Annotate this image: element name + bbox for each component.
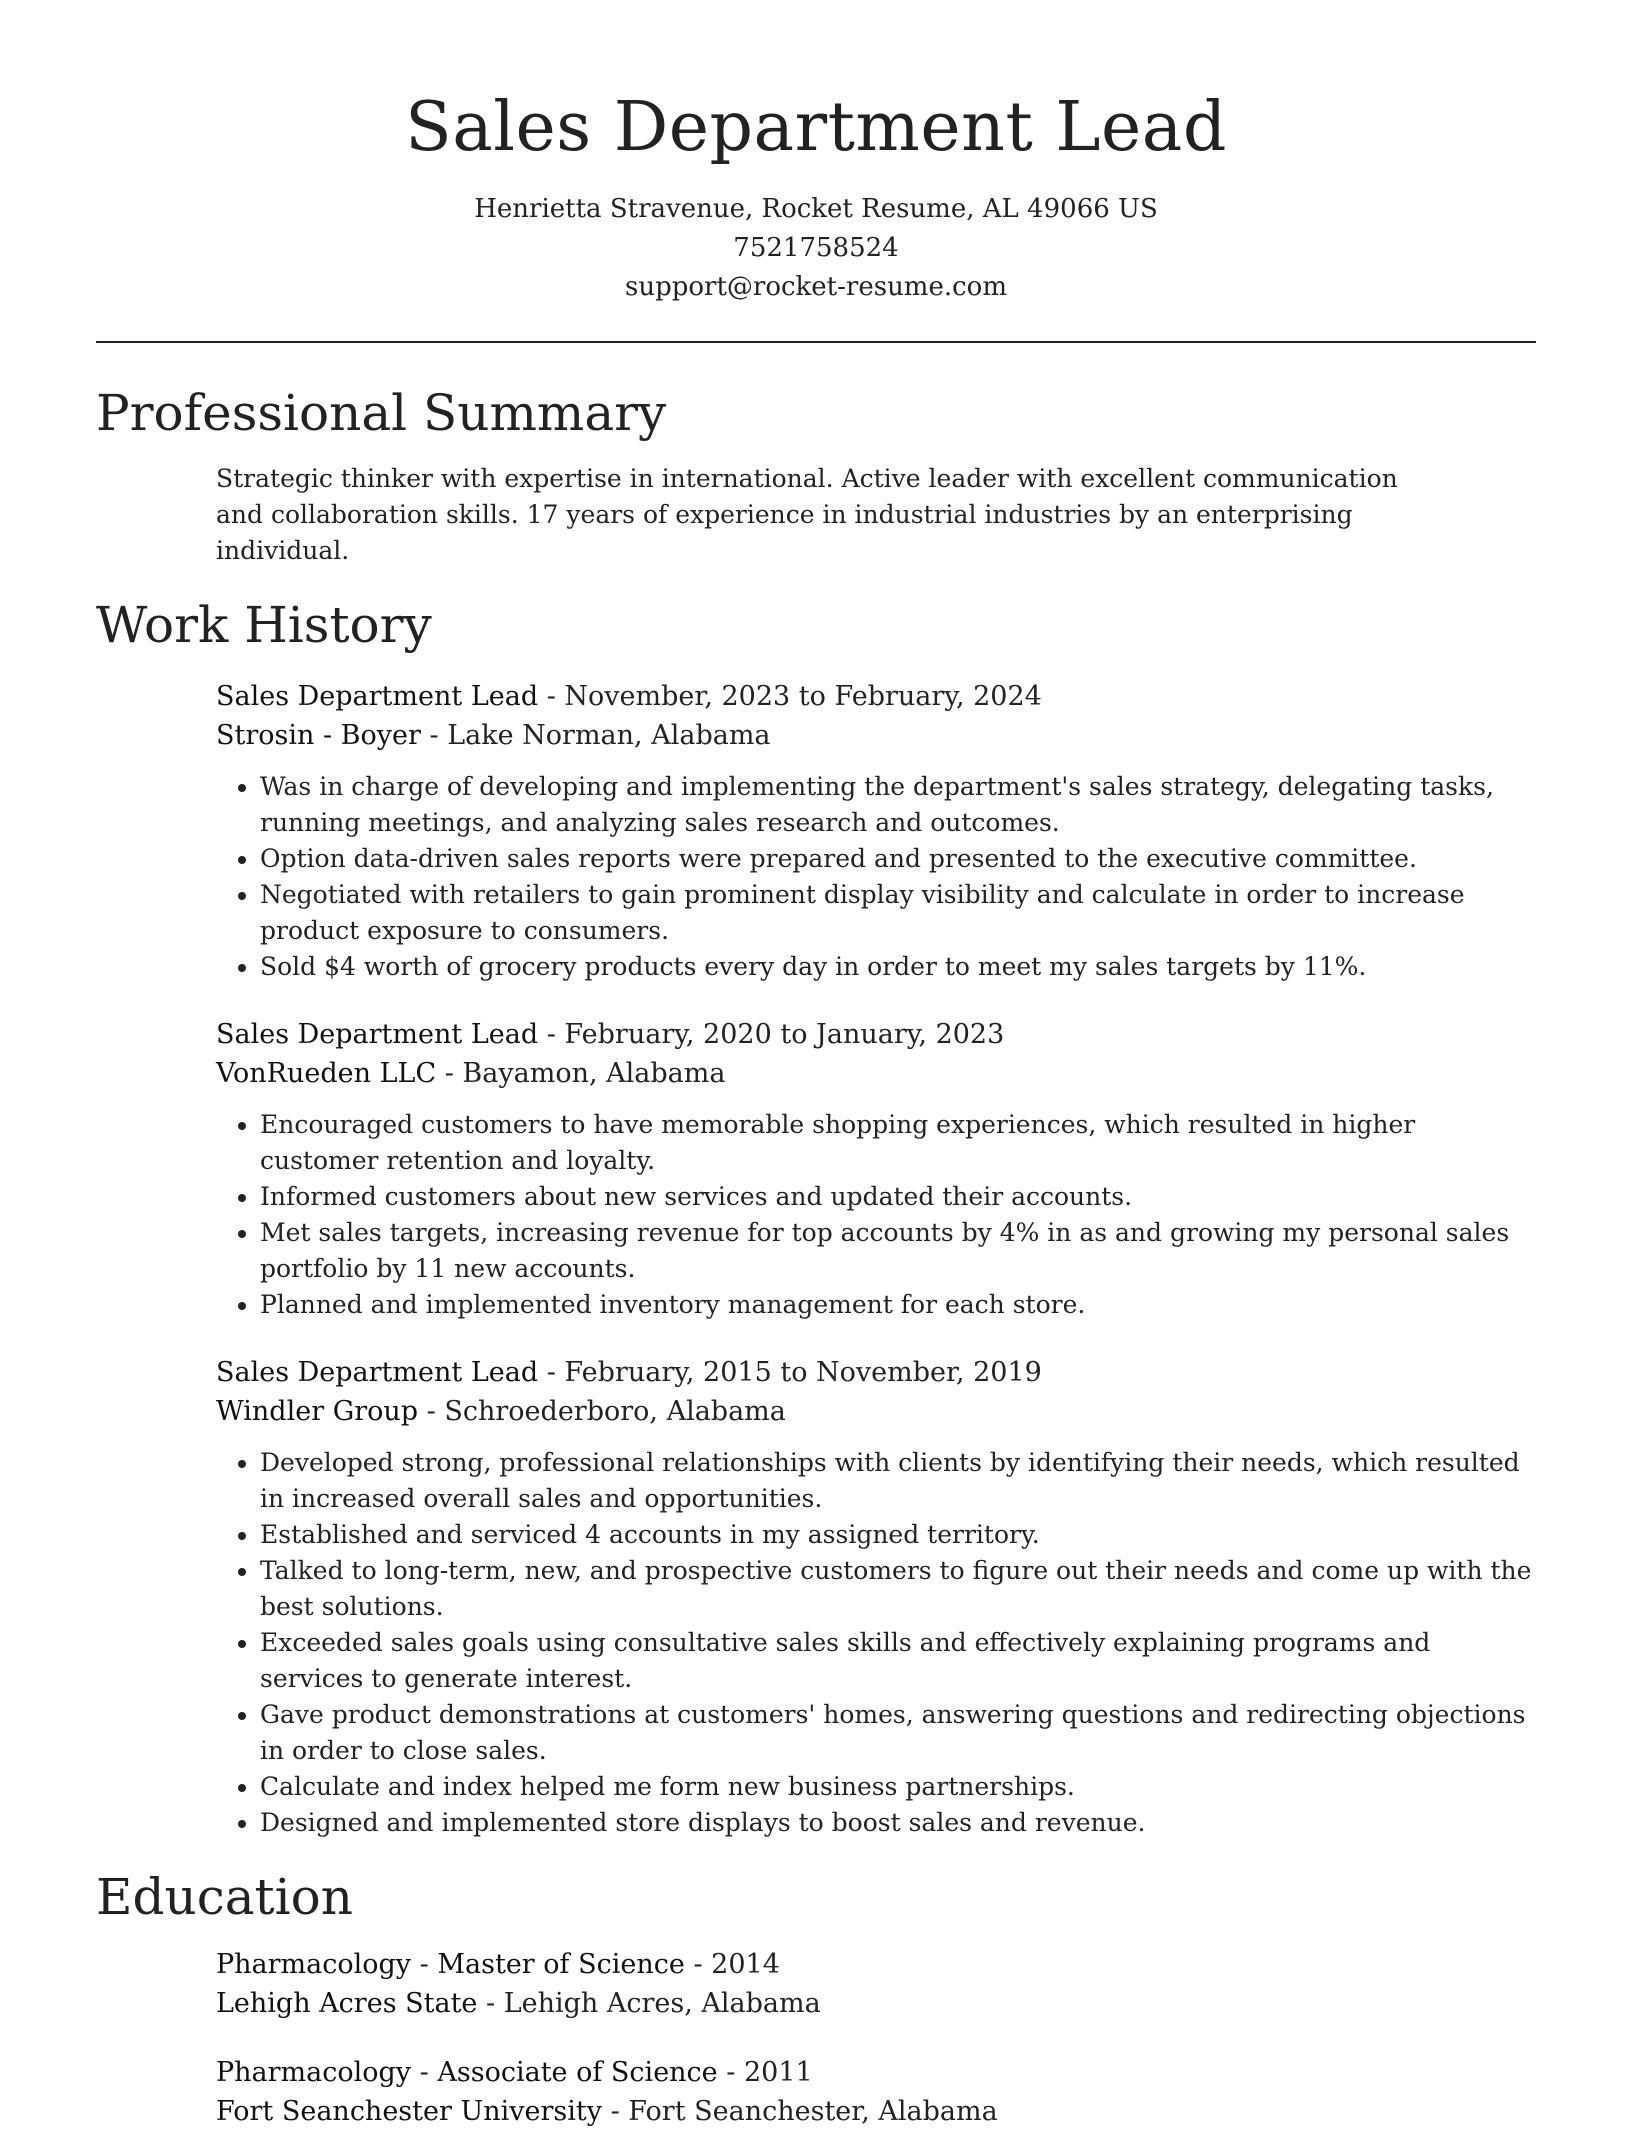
separator: - <box>602 2096 629 2127</box>
education-school: Lehigh Acres State <box>216 1988 478 2019</box>
job-bullets <box>216 1445 1540 1841</box>
job-location: Schroederboro, Alabama <box>444 1396 786 1427</box>
bullet-item: • Developed strong, professional relationships with clients by identifying their needs, which resulted in increased overall sales and opportunities. <box>260 1445 1540 1517</box>
bullet-item: • Talked to long-term, new, and prospective customers to figure out their needs and come up with the best solutions. <box>260 1553 1540 1625</box>
bullet-item: • Gave product demonstrations at customers' homes, answering questions and redirecting objections in order to close sales. <box>260 1697 1540 1769</box>
bullet-item: • Planned and implemented inventory management for each store. <box>260 1287 1540 1323</box>
education-entry <box>216 2053 1536 2131</box>
work-history-heading: Work History <box>96 596 432 654</box>
job-title-line <box>216 677 1536 716</box>
job-dates: November, 2023 to February, 2024 <box>564 681 1042 712</box>
separator: - <box>411 1949 438 1980</box>
separator: - <box>538 1357 565 1388</box>
job-location: Lake Norman, Alabama <box>447 720 771 751</box>
job-bullets <box>216 1107 1540 1323</box>
education-location: Fort Seanchester, Alabama <box>628 2096 998 2127</box>
separator: - <box>717 2057 744 2088</box>
job-company: VonRueden LLC <box>216 1058 437 1089</box>
resume-title: Sales Department Lead <box>405 88 1227 167</box>
contact-info <box>96 190 1536 307</box>
separator: - <box>418 1396 445 1427</box>
job-dates: February, 2015 to November, 2019 <box>564 1357 1042 1388</box>
education-year: 2011 <box>743 2057 813 2088</box>
job-title-line <box>216 1353 1536 1392</box>
separator: - <box>436 1058 463 1089</box>
education-entry <box>216 1945 1536 2023</box>
bullet-item: • Informed customers about new services and updated their accounts. <box>260 1179 1540 1215</box>
separator: - <box>477 1988 504 2019</box>
bullet-item: • Encouraged customers to have memorable shopping experiences, which resulted in higher customer retention and loyalty. <box>260 1107 1540 1179</box>
summary-heading: Professional Summary <box>96 384 667 442</box>
bullet-item: • Exceeded sales goals using consultative sales skills and effectively explaining programs and services to generate interest. <box>260 1625 1540 1697</box>
bullet-item: • Established and serviced 4 accounts in my assigned territory. <box>260 1517 1540 1553</box>
education-degree-line <box>216 1945 1536 1984</box>
job-role: Sales Department Lead <box>216 1019 539 1050</box>
bullet-item: • Calculate and index helped me form new business partnerships. <box>260 1769 1540 1805</box>
job-company: Windler Group <box>216 1396 419 1427</box>
education-year: 2014 <box>711 1949 780 1980</box>
education-field: Pharmacology <box>216 1949 412 1980</box>
education-degree: Master of Science <box>437 1949 685 1980</box>
education-degree-line <box>216 2053 1536 2092</box>
job-bullets <box>216 769 1540 985</box>
education-heading: Education <box>96 1868 353 1926</box>
bullet-item: • Met sales targets, increasing revenue for top accounts by 4% in as and growing my personal sales portfolio by 11 new accounts. <box>260 1215 1540 1287</box>
job-company-line <box>216 1392 1536 1431</box>
separator: - <box>538 1019 565 1050</box>
resume-header <box>96 0 1536 307</box>
phone-text: 7521758524 <box>733 233 899 263</box>
bullet-item: • Negotiated with retailers to gain prominent display visibility and calculate in order to increase product exposure to consumers. <box>260 877 1540 949</box>
job-role: Sales Department Lead <box>216 681 539 712</box>
separator: - <box>420 720 448 751</box>
education-location: Lehigh Acres, Alabama <box>503 1988 821 2019</box>
address-text: Henrietta Stravenue, Rocket Resume, AL 49066 US <box>474 194 1158 224</box>
education-degree: Associate of Science <box>437 2057 718 2088</box>
bullet-item: • Was in charge of developing and implementing the department's sales strategy, delegating tasks, running meetings, and analyzing sales research and outcomes. <box>260 769 1540 841</box>
education-field: Pharmacology <box>216 2057 412 2088</box>
job-company-line <box>216 1054 1536 1093</box>
education-school-line <box>216 1984 1536 2023</box>
bullet-item: • Option data-driven sales reports were prepared and presented to the executive committee. <box>260 841 1540 877</box>
separator: - <box>538 681 565 712</box>
separator: - <box>684 1949 712 1980</box>
email-text: support@rocket-resume.com <box>624 272 1007 302</box>
job-dates: February, 2020 to January, 2023 <box>564 1019 1005 1050</box>
job-company-line <box>216 716 1536 755</box>
resume-page <box>96 0 1536 2131</box>
bullet-item: • Designed and implemented store displays to boost sales and revenue. <box>260 1805 1540 1841</box>
job-location: Bayamon, Alabama <box>462 1058 726 1089</box>
separator: - <box>411 2057 438 2088</box>
header-divider <box>96 341 1536 343</box>
job-entry <box>216 677 1536 985</box>
bullet-item: • Sold $4 worth of grocery products every day in order to meet my sales targets by 11%. <box>260 949 1540 985</box>
job-role: Sales Department Lead <box>216 1357 539 1388</box>
job-entry <box>216 1353 1536 1841</box>
job-entry <box>216 1015 1536 1323</box>
summary-text: Strategic thinker with expertise in international. Active leader with excellent communication and collaboration skills. 17 years of experience in industrial industries by an enterprising individual. <box>216 464 1398 565</box>
job-company: Strosin - Boyer <box>216 720 421 751</box>
job-title-line <box>216 1015 1536 1054</box>
education-school: Fort Seanchester University <box>216 2096 602 2127</box>
